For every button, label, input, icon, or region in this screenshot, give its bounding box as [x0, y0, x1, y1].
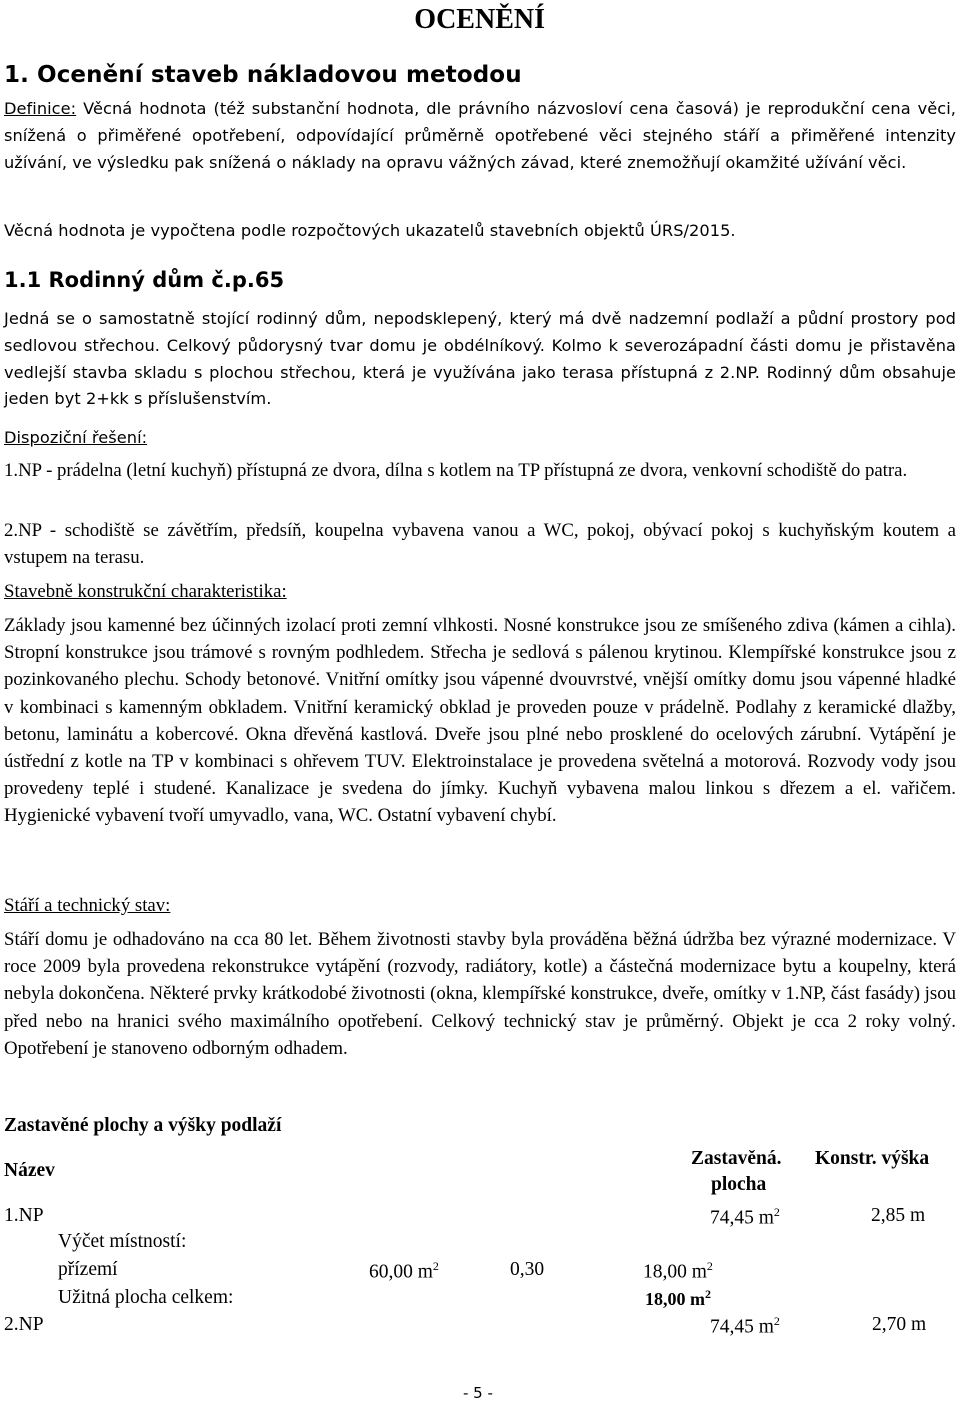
condition-paragraph: Stáří domu je odhadováno na cca 80 let. Během životnosti stavby byla prováděna běžná údržba bez výrazné modernizace. V roce 2009 byla provedena rekonstrukce vytápění (rozvody, radiátory, kotle) a částečná modernizace bytu a koupelny, která nebyla dokončena. Některé prvky krátkodobé životnosti (okna, klempířské konstrukce, dveře, omítky v 1.NP, část fasády) jsou před nebo na hranici svého maximálního opotřebení. Celkový technický stav je průměrný. Objekt je cca 2 roky volný. Opotřebení je stanoveno odborným odhadem.	[4, 929, 956, 1059]
rooms-label: Výčet místností:	[58, 1231, 187, 1252]
usable-area-label: Užitná plocha celkem:	[58, 1287, 234, 1308]
page-number: - 5 -	[463, 1384, 493, 1402]
intro-paragraph: Jedná se o samostatně stojící rodinný dům, nepodsklepený, který má dvě nadzemní podlaží a půdní prostory pod sedlovou střechou. Celkový půdorysný tvar domu je obdélníkový. Kolmo k severozápadní části domu je přistavěna vedlejší stavba skladu s plochou střechou, která je využívána jako terasa přístupná z 2.NP. Rodinný dům obsahuje jeden byt 2+kk s příslušenstvím.	[4, 309, 956, 409]
row-1np-area: 74,45 $m^2$	[710, 1205, 780, 1229]
col-height-header: Konstr. výška	[815, 1148, 930, 1169]
room-area: 60,00 $m^2$	[369, 1259, 439, 1283]
floor-1-description: 1.NP - prádelna (letní kuchyň) přístupná ze dvora, dílna s kotlem na TP přístupná ze dvora, venkovní schodiště do patra.	[4, 460, 908, 481]
construction-heading: Stavebně konstrukční charakteristika:	[4, 581, 287, 602]
floor-2-description: 2.NP - schodiště se závětřím, předsíň, koupelna vybavena vanou a WC, pokoj, obývací pokoj s kuchyňským koutem a vstupem na terasu.	[4, 520, 956, 569]
row-2np-area: 74,45 $m^2$	[710, 1314, 780, 1338]
definition-paragraph	[4, 96, 956, 176]
room-result: 18,00 $m^2$	[643, 1259, 713, 1283]
room-coefficient: 0,30	[510, 1259, 545, 1280]
usable-area-value: 18,00 $m^2$	[645, 1287, 711, 1309]
value-note: Věcná hodnota je vypočtena podle rozpočtových ukazatelů stavebních objektů ÚRS/2015.	[4, 221, 736, 240]
row-2np-name: 2.NP	[4, 1314, 44, 1335]
col-name-header: Název	[4, 1160, 55, 1181]
layout-heading: Dispoziční řešení:	[4, 428, 148, 447]
definition-label: Definice:	[4, 99, 77, 118]
areas-heading: Zastavěné plochy a výšky podlaží	[4, 1115, 282, 1136]
row-1np-name: 1.NP	[4, 1205, 44, 1226]
col-area-header-line1: Zastavěná.	[691, 1148, 782, 1169]
condition-heading: Stáří a technický stav:	[4, 895, 171, 916]
page-title: OCENĚNÍ	[414, 4, 545, 35]
section-title: 1. Ocenění staveb nákladovou metodou	[4, 62, 522, 88]
col-area-header-line2: plocha	[711, 1174, 767, 1195]
construction-paragraph: Základy jsou kamenné bez účinných izolací proti zemní vlhkosti. Nosné konstrukce jsou ze smíšeného zdiva (kámen a cihla). Stropní konstrukce jsou trámové s rovným podhledem. Střecha je sedlová s pálenou krytinou. Klempířské konstrukce jsou z pozinkovaného plechu. Schody betonové. Vnitřní omítky jsou vápenné dvouvrstvé, vnější omítky domu jsou vápenné hladké v kombinaci s kamenným obkladem. Vnitřní keramický obklad je proveden pouze v prádelně. Podlahy z keramické dlažby, betonu, laminátu a kobercové. Okna dřevěná kastlová. Dveře jsou plné nebo prosklené do ocelových zárubní. Vytápění je ústřední z kotle na TP v kombinaci s ohřevem TUV. Elektroinstalace je provedena světelná a motorová. Rozvody vody jsou provedeny teplé i studené. Kanalizace je svedena do jímky. Kuchyň vybavena malou linkou s dřezem a el. vařičem. Hygienické vybavení tvoří umyvadlo, vana, WC. Ostatní vybavení chybí.	[4, 615, 956, 827]
subsection-title: 1.1 Rodinný dům č.p.65	[4, 268, 285, 292]
row-1np-height: 2,85 m	[871, 1205, 926, 1226]
room-name: přízemí	[58, 1259, 118, 1280]
row-2np-height: 2,70 m	[872, 1314, 927, 1335]
definition-text: Věcná hodnota (též substanční hodnota, dle právního názvosloví cena časová) je reprodukční cena věci, snížená o přiměřené opotřebení, odpovídající průměrně opotřebené věci stejného stáří a přiměřené intenzity užívání, ve výsledku pak snížená o náklady na opravu vážných závad, které znemožňují okamžité užívání věci.	[4, 99, 956, 172]
